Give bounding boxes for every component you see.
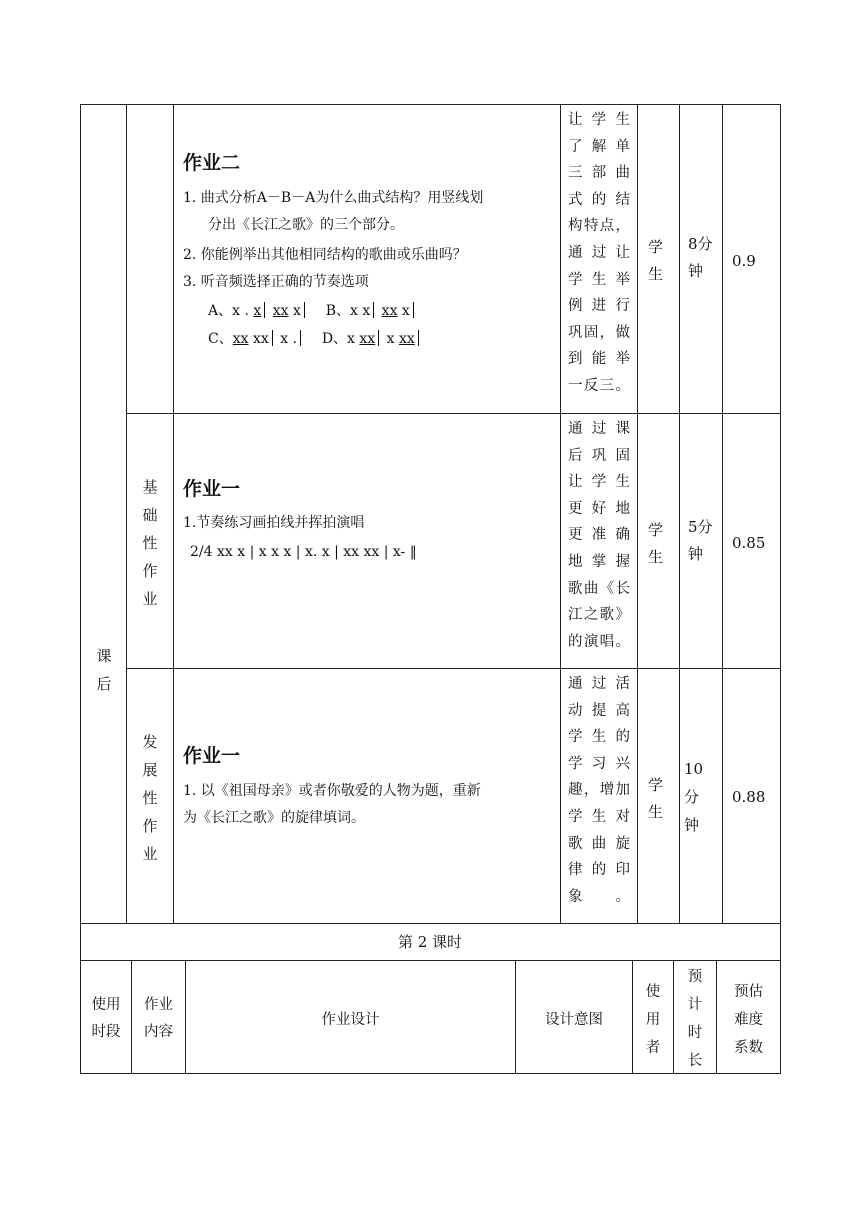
category-development: 发 展 性 作 业 — [142, 733, 158, 863]
header-duration: 预 计 时 长 — [687, 969, 703, 1069]
question-2: 2. 你能例举出其他相同结构的歌曲或乐曲吗？ — [183, 247, 467, 263]
bar-line — [272, 330, 273, 346]
option-d-label: D、x — [321, 331, 360, 347]
design-intent-2: 通 过 课 后 巩 固 让 学 生 更 好 地 更 准 确 地 掌 握 歌曲《长 江之歌》 的演唱。 — [568, 421, 630, 650]
col-line-6 — [722, 104, 723, 923]
difficulty-cell: 0.85 — [732, 534, 766, 552]
user-cell: 学 生 — [648, 521, 664, 566]
design-intent-1: 让 学 生 了 解 单 三 部 曲 式 的 结 构特点， 通 过 让 学 生 举 例 进 行 巩固，做 到 能 举 一反三。 — [568, 112, 630, 394]
row-divider-1 — [126, 413, 780, 414]
option-a-note: x — [253, 303, 262, 319]
option-d-note: xx — [399, 331, 415, 347]
header-design: 作业设计 — [321, 1012, 380, 1028]
duration-unit: 钟 — [688, 545, 704, 563]
period-label: 课 后 — [96, 647, 112, 693]
bar-line — [378, 330, 379, 346]
user-cell: 学 生 — [648, 776, 664, 821]
exercise-line: 1. 以《祖国母亲》或者你敬爱的人物为题，重新 — [183, 783, 481, 799]
category-basic: 基 础 性 作 业 — [142, 478, 158, 608]
user-cell: 学 生 — [648, 238, 664, 283]
option-a-note: xx — [272, 303, 289, 319]
row-divider-2 — [126, 668, 780, 669]
lesson-title: 第 2 课时 — [397, 933, 463, 951]
exercise-line-cont: 为《长江之歌》的旋律填词。 — [183, 810, 365, 826]
col-line-1 — [126, 104, 127, 923]
rhythm-line: 2/4 xx x | x x x | x. x | xx xx | x- ‖ — [190, 544, 417, 560]
option-c-label: C、 — [208, 331, 233, 347]
col-line-3 — [560, 104, 561, 923]
option-a-note: x — [288, 303, 301, 319]
col-line-4 — [637, 104, 638, 923]
exercise-line: 1.节奏练习画拍线并挥拍演唱 — [183, 515, 365, 531]
question-1: 1. 曲式分析A－B－A为什么曲式结构？用竖线划 — [183, 190, 484, 206]
row-divider-3 — [80, 923, 780, 924]
rhythm-option-row-2 — [208, 329, 422, 349]
option-c-note: xx — [232, 331, 249, 347]
duration-unit: 钟 — [688, 262, 704, 280]
bar-line — [418, 330, 419, 346]
col-line-right — [780, 104, 781, 1074]
homework-title: 作业一 — [183, 745, 241, 767]
option-d-note: x — [386, 331, 400, 347]
option-a-label: A、x . — [208, 303, 254, 319]
question-1-cont: 分出《长江之歌》的三个部分。 — [208, 217, 404, 233]
duration-cell: 10 分 钟 — [684, 760, 704, 834]
header-intent: 设计意图 — [545, 1012, 603, 1028]
bar-line — [264, 302, 265, 318]
homework-title: 作业二 — [183, 152, 241, 174]
table-border-top — [80, 104, 780, 105]
difficulty-cell: 0.9 — [732, 252, 756, 270]
rhythm-option-row-1 — [208, 301, 417, 321]
option-b-note: xx — [381, 303, 398, 319]
col-line-5 — [679, 104, 680, 923]
header-content: 作业 内容 — [144, 997, 173, 1040]
bar-line — [300, 330, 301, 346]
option-c-note: xx — [248, 331, 269, 347]
design-intent-3: 通 过 活 动 提 高 学 生 的 学 习 兴 趣，增加 学 生 对 歌 曲 旋 律 的 印 象。 — [568, 676, 630, 905]
header-period: 使用 时段 — [91, 997, 121, 1040]
header-difficulty: 预估 难度 系数 — [734, 984, 763, 1056]
bar-line — [413, 302, 414, 318]
question-3: 3. 听音频选择正确的节奏选项 — [183, 274, 369, 290]
bar-line — [304, 302, 305, 318]
col-line-2 — [173, 104, 174, 923]
bar-line — [373, 302, 374, 318]
option-d-note: xx — [359, 331, 376, 347]
option-c-note: x . — [280, 331, 298, 347]
difficulty-cell: 0.88 — [732, 788, 766, 806]
duration-cell: 5分 — [688, 518, 713, 536]
header-user: 使 用 者 — [645, 984, 661, 1056]
homework-title: 作业一 — [183, 478, 241, 500]
col-line-left — [80, 104, 81, 1074]
duration-cell: 8分 — [688, 235, 713, 253]
option-b-label: B、x x — [325, 303, 371, 319]
option-b-note: x — [397, 303, 410, 319]
